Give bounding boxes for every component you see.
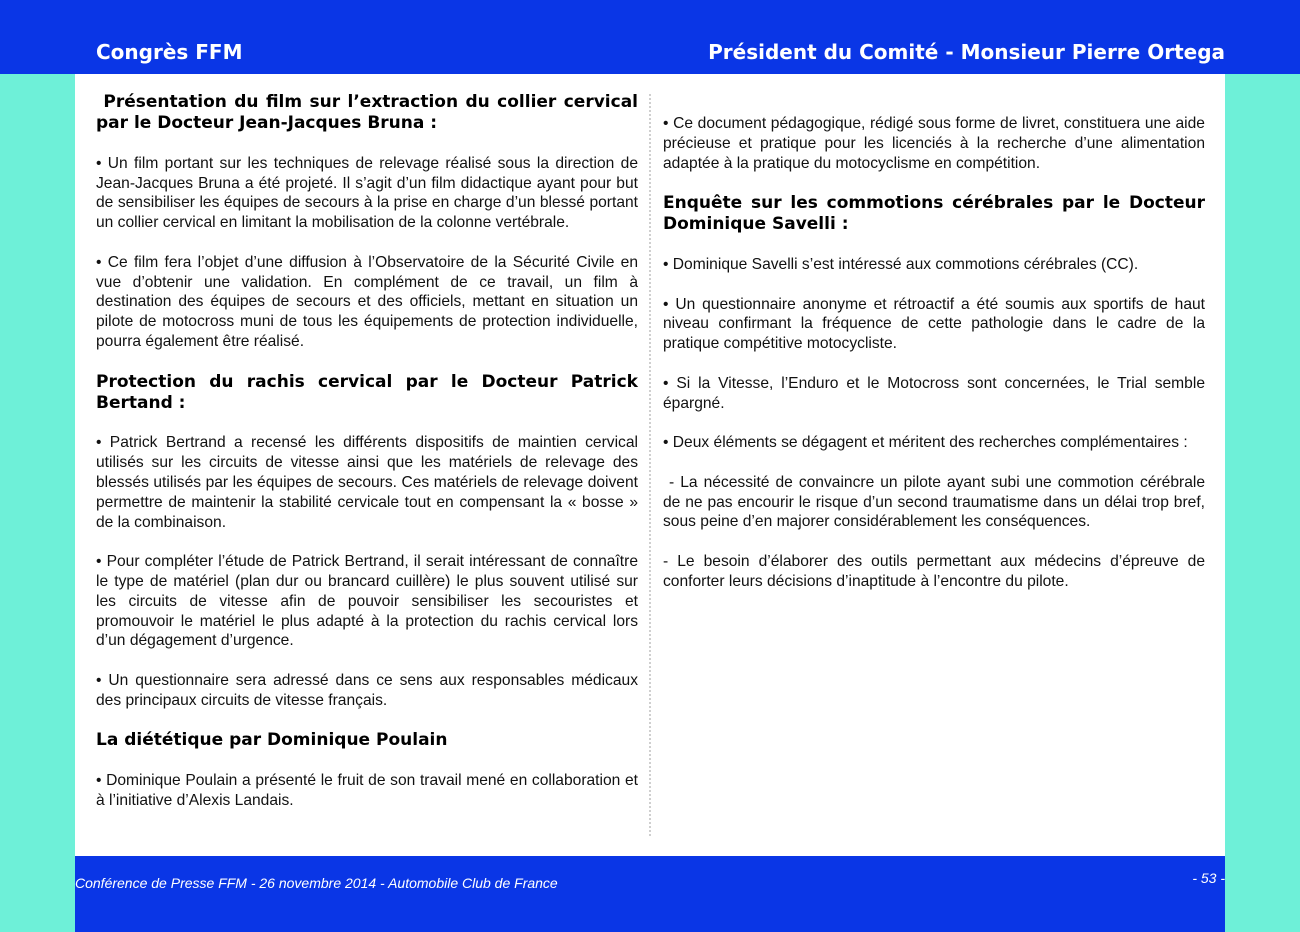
- page-number: - 53 -: [1192, 870, 1225, 886]
- paragraph: • Ce document pédagogique, rédigé sous forme de livret, constituera une aide précieuse et pratique pour les licenciés à la recherche d’une alimentation adaptée à la pratique du motocyclisme en compétition.: [663, 115, 1205, 172]
- column-divider: [649, 94, 651, 836]
- paragraph: • Dominique Savelli s’est intéressé aux commotions cérébrales (CC).: [663, 255, 1139, 273]
- paragraph: • Un questionnaire sera adressé dans ce sens aux responsables médicaux des principaux circuits de vitesse français.: [96, 671, 638, 709]
- left-column: [96, 92, 638, 811]
- paragraph: • Dominique Poulain a présenté le fruit de son travail mené en collaboration et à l’initiative d’Alexis Landais.: [96, 772, 638, 809]
- header-right-title: Président du Comité - Monsieur Pierre Ortega: [708, 40, 1225, 64]
- heading-commotions: Enquête sur les commotions cérébrales par le Docteur Dominique Savelli :: [663, 193, 1205, 235]
- paragraph: • Un film portant sur les techniques de relevage réalisé sous la direction de Jean-Jacques Bruna a été projeté. Il s’agit d’un film didactique ayant pour but de sensibiliser les équipes de secours à la prise en charge d’un blessé portant un collier cervical en limitant la mobilisation de la colonne vertébrale.: [96, 154, 638, 232]
- header-left-title: Congrès FFM: [96, 40, 243, 64]
- page-content: [75, 74, 1225, 856]
- paragraph: • Deux éléments se dégagent et méritent des recherches complémentaires :: [663, 434, 1188, 452]
- header-bar: [0, 0, 1300, 74]
- heading-rachis-cervical: Protection du rachis cervical par le Docteur Patrick Bertand :: [96, 371, 638, 413]
- paragraph: • Si la Vitesse, l’Enduro et le Motocross sont concernées, le Trial semble épargné.: [663, 374, 1205, 412]
- paragraph: - Le besoin d’élaborer des outils permettant aux médecins d’épreuve de conforter leurs décisions d’inaptitude à l’encontre du pilote.: [663, 552, 1205, 590]
- paragraph: • Ce film fera l’objet d’une diffusion à l’Observatoire de la Sécurité Civile en vue d’obtenir une validation. En complément de ce travail, un film à destination des équipes de secours et des officiels, mettant en situation un pilote de motocross muni de tous les équipements de protection individuelle, pourra également être réalisé.: [96, 253, 638, 350]
- paragraph: - La nécessité de convaincre un pilote ayant subi une commotion cérébrale de ne pas encourir le risque d’un second traumatisme dans un délai trop bref, sous peine d’en majorer considérablement les conséquences.: [663, 473, 1205, 531]
- paragraph: • Patrick Bertrand a recensé les différents dispositifs de maintien cervical utilisés sur les circuits de vitesse ainsi que les matériels de relevage des blessés utilisés par les équipes de secours. Ces matériels de relevage doivent permettre de maintenir la stabilité cervicale tout en compensant la « bosse » de la combinaison.: [96, 434, 638, 531]
- heading-dietetique: La diététique par Dominique Poulain: [96, 730, 448, 751]
- heading-film-collier: Présentation du film sur l’extraction du collier cervical par le Docteur Jean-Jacques Bruna :: [96, 92, 638, 133]
- footer-conference: Conférence de Presse FFM - 26 novembre 2014 - Automobile Club de France: [75, 875, 558, 891]
- paragraph: • Pour compléter l’étude de Patrick Bertrand, il serait intéressant de connaître le type de matériel (plan dur ou brancard cuillère) le plus souvent utilisé sur les circuits de vitesse afin de pouvoir sensibiliser les secouristes et promouvoir le matériel le plus adapté à la protection du rachis cervical lors d’un dégagement d’urgence.: [96, 553, 638, 650]
- right-column: [663, 114, 1205, 592]
- footer-bar: [75, 856, 1225, 932]
- paragraph: • Un questionnaire anonyme et rétroactif a été soumis aux sportifs de haut niveau confirmant la fréquence de cette pathologie dans le cadre de la pratique compétitive motocycliste.: [663, 295, 1205, 353]
